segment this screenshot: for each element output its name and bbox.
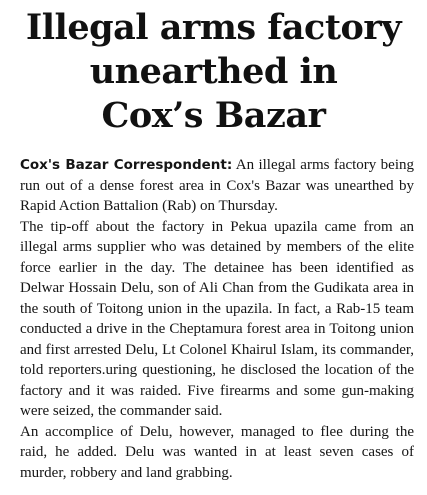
headline-line-2: unearthed in — [89, 51, 338, 92]
clipped-previous-text — [0, 0, 427, 4]
lead-text: An illegal arms factory being run out of a dense forest area in Cox's Bazar was unearthed by Rapid Action Battalion (Rab) on Thursday. — [20, 157, 414, 214]
body-paragraph-2: An accomplice of Delu, however, managed to flee during the raid, he added. Delu was wanted in at least seven cases of murder, robbery and land grabbing. — [20, 423, 414, 481]
byline: Cox's Bazar Correspondent: — [20, 157, 233, 173]
body-paragraph-1: The tip-off about the factory in Pekua upazila came from an illegal arms supplier who was detained by members of the elite force earlier in the day. The detainee has been identified as Delwar Hossain Delu, son of Ali Chan from the Gudikata area in the south of Toitong union in the upazila. In fact, a Rab-15 team conducted a drive in the Cheptamura forest area in Toitong union and first arrested Delu, Lt Colonel Khairul Islam, its commander, told reporters.uring questioning, he disclosed the location of the factory and it was raided. Five firearms and some gun-making were seized, the commander said. — [20, 218, 414, 419]
headline-line-3: Cox’s Bazar — [101, 95, 326, 136]
headline-line-1: Illegal arms factory — [25, 7, 402, 48]
article-body — [20, 155, 414, 483]
headline — [0, 6, 427, 138]
lead-paragraph — [20, 155, 414, 217]
